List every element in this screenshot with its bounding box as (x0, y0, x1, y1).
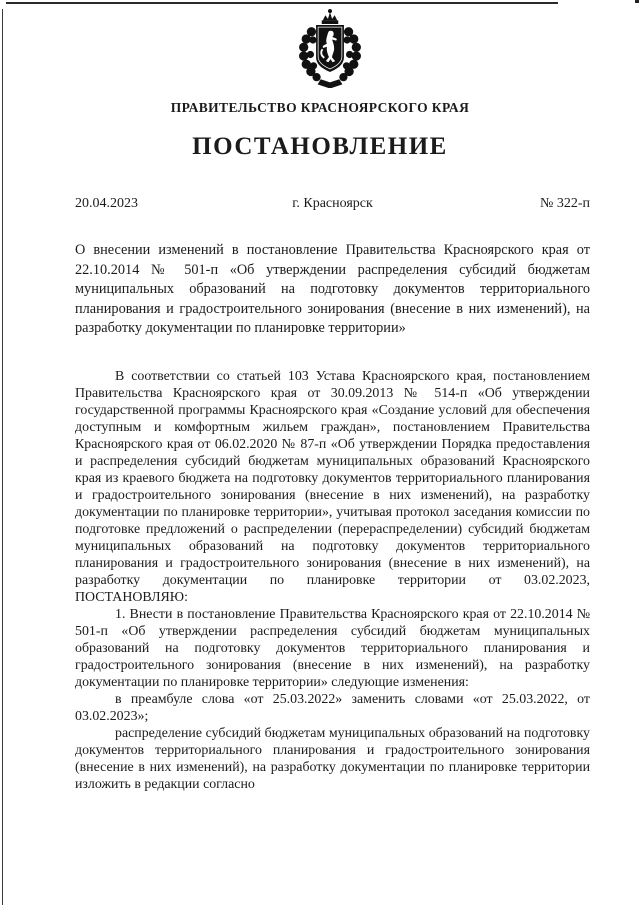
coat-of-arms-icon (0, 8, 640, 88)
organization-name: ПРАВИТЕЛЬСТВО КРАСНОЯРСКОГО КРАЯ (170, 100, 470, 115)
document-subject: О внесении изменений в постановление Правительства Красноярского края от 22.10.2014 № 501-п «Об утверждении распределения субсидий бюджетам муниципальных образований на подготовку документов территориального планирования и градостроительного зонирования (внесение в них изменений), на разработку документации по планировке территории» (75, 242, 590, 337)
document-number: № 322-п (540, 196, 591, 211)
scan-speck (635, 0, 639, 3)
document-place: г. Красноярск (292, 196, 373, 211)
document-date: 20.04.2023 (75, 196, 138, 211)
document-meta-row (75, 196, 590, 212)
body-paragraph-preamble: В соответствии со статьей 103 Устава Красноярского края, постановлением Правительства Красноярского края от 30.09.2013 № 514-п «Об утверждении государственной программы Красноярского края «Создание условий для обеспечения доступным и комфортным жильем граждан», постановлением Правительства Красноярского края от 06.02.2020 № 87-п «Об утверждении Порядка предоставления и распределения субсидий бюджетам муниципальных образований Красноярского края из краевого бюджета на подготовку документов территориального планирования и градостроительного зонирования (внесение в них изменений), на разработку документации по планировке территории», учитывая протокол заседания комиссии по подготовке предложений о распределении (перераспределении) субсидий бюджетам муниципальных образований на подготовку документов территориального планирования и градостроительного зонирования (внесение в них изменений), на разработку документации по планировке территории от 03.02.2023, ПОСТАНОВЛЯЮ: (75, 369, 590, 605)
document-body (75, 368, 590, 793)
body-paragraph-amendment-preamble: в преамбуле слова «от 25.03.2022» заменить словами «от 25.03.2022, от 03.02.2023»; (75, 692, 590, 724)
document-type-title: ПОСТАНОВЛЕНИЕ (192, 133, 448, 160)
body-paragraph-amendment-distribution: распределение субсидий бюджетам муниципальных образований на подготовку документов территориального планирования и градостроительного зонирования (внесение в них изменений), на разработку документации по планировке территории изложить в редакции согласно (75, 726, 590, 792)
body-paragraph-item-1: 1. Внести в постановление Правительства Красноярского края от 22.10.2014 № 501-п «Об утверждении распределения субсидий бюджетам муниципальных образований на подготовку документов территориального планирования и градостроительного зонирования (внесение в них изменений), на разработку документации по планировке территории» следующие изменения: (75, 607, 590, 690)
scan-edge-top (6, 2, 558, 4)
